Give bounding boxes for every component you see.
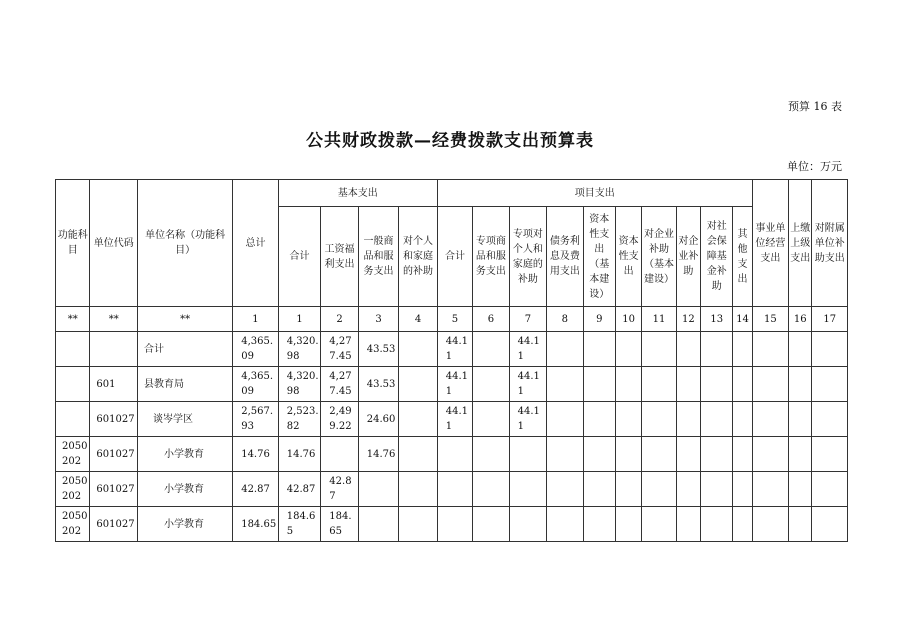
header-social-security: 对社会保障基金补助 (701, 207, 733, 307)
cell-empty (615, 507, 641, 542)
cell-func: 2050202 (56, 437, 90, 472)
index-cell: 5 (437, 307, 472, 332)
header-unit-name: 单位名称（功能科目） (138, 180, 233, 307)
cell-empty (789, 507, 812, 542)
cell-proj_total: 44.11 (437, 402, 472, 437)
cell-func: 2050202 (56, 507, 90, 542)
cell-empty (701, 437, 733, 472)
cell-empty (547, 402, 583, 437)
index-cell: 9 (583, 307, 615, 332)
cell-empty (399, 367, 437, 402)
cell-total: 4,365.09 (233, 367, 279, 402)
index-cell: 16 (789, 307, 812, 332)
unit-label: 单位：万元 (787, 160, 842, 173)
cell-empty (642, 437, 676, 472)
index-cell: 12 (676, 307, 700, 332)
cell-empty (547, 367, 583, 402)
cell-basic_total: 2,523.82 (278, 402, 321, 437)
cell-code: 601 (90, 367, 138, 402)
header-upper: 上缴上级支出 (789, 180, 812, 307)
cell-special_personal: 44.11 (509, 367, 546, 402)
cell-special_personal: 44.11 (509, 402, 546, 437)
index-cell: 2 (321, 307, 358, 332)
cell-wages: 4,277.45 (321, 367, 358, 402)
header-basic-total: 合计 (278, 207, 321, 307)
cell-empty (676, 507, 700, 542)
cell-empty (789, 332, 812, 367)
page-label: 预算 16 表 (788, 100, 842, 113)
cell-empty (812, 402, 848, 437)
cell-empty (615, 332, 641, 367)
cell-func (56, 402, 90, 437)
cell-goods: 14.76 (358, 437, 399, 472)
header-func-code: 功能科目 (56, 180, 90, 307)
cell-name: 县教育局 (138, 367, 233, 402)
cell-goods (358, 507, 399, 542)
header-enterprise-construction: 对企业补助（基本建设） (642, 207, 676, 307)
cell-empty (642, 472, 676, 507)
index-cell: 10 (615, 307, 641, 332)
header-wages: 工资福利支出 (321, 207, 358, 307)
cell-empty (473, 367, 509, 402)
cell-empty (701, 367, 733, 402)
cell-total: 42.87 (233, 472, 279, 507)
cell-empty (701, 507, 733, 542)
cell-wages: 184.65 (321, 507, 358, 542)
cell-proj_total (437, 437, 472, 472)
header-basic: 基本支出 (278, 180, 437, 207)
table-row (56, 402, 848, 437)
cell-empty (676, 367, 700, 402)
cell-basic_total: 184.65 (278, 507, 321, 542)
cell-goods: 24.60 (358, 402, 399, 437)
cell-empty (399, 507, 437, 542)
header-project: 项目支出 (437, 180, 752, 207)
cell-proj_total (437, 507, 472, 542)
header-business: 事业单位经营支出 (752, 180, 788, 307)
cell-code: 601027 (90, 472, 138, 507)
header-subordinate: 对附属单位补助支出 (812, 180, 848, 307)
cell-special_personal (509, 507, 546, 542)
cell-empty (676, 402, 700, 437)
cell-empty (789, 472, 812, 507)
cell-empty (583, 402, 615, 437)
header-personal: 对个人和家庭的补助 (399, 207, 437, 307)
cell-basic_total: 42.87 (278, 472, 321, 507)
cell-empty (583, 367, 615, 402)
cell-proj_total: 44.11 (437, 332, 472, 367)
cell-empty (615, 402, 641, 437)
index-cell: 7 (509, 307, 546, 332)
cell-empty (473, 437, 509, 472)
cell-total: 2,567.93 (233, 402, 279, 437)
table-row (56, 507, 848, 542)
cell-empty (789, 367, 812, 402)
cell-func (56, 367, 90, 402)
cell-proj_total: 44.11 (437, 367, 472, 402)
cell-wages: 42.87 (321, 472, 358, 507)
cell-empty (812, 472, 848, 507)
cell-empty (547, 437, 583, 472)
cell-empty (676, 472, 700, 507)
cell-empty (615, 367, 641, 402)
cell-empty (701, 472, 733, 507)
table-row (56, 472, 848, 507)
index-row (56, 307, 848, 332)
cell-total: 184.65 (233, 507, 279, 542)
index-cell: 1 (233, 307, 279, 332)
header-total: 总计 (233, 180, 279, 307)
cell-empty (752, 367, 788, 402)
cell-empty (547, 472, 583, 507)
table-row (56, 437, 848, 472)
cell-func (56, 332, 90, 367)
cell-total: 4,365.09 (233, 332, 279, 367)
cell-code: 601027 (90, 437, 138, 472)
cell-empty (752, 332, 788, 367)
cell-name: 小学教育 (138, 507, 233, 542)
cell-empty (789, 402, 812, 437)
cell-basic_total: 4,320.98 (278, 332, 321, 367)
header-project-total: 合计 (437, 207, 472, 307)
cell-empty (676, 437, 700, 472)
cell-goods (358, 472, 399, 507)
table-row (56, 332, 848, 367)
cell-func: 2050202 (56, 472, 90, 507)
header-other: 其他支出 (733, 207, 752, 307)
cell-code: 601027 (90, 402, 138, 437)
index-cell: ** (90, 307, 138, 332)
cell-empty (733, 332, 752, 367)
cell-empty (733, 367, 752, 402)
header-capital: 资本性支出 (615, 207, 641, 307)
index-cell: 17 (812, 307, 848, 332)
cell-empty (399, 472, 437, 507)
cell-wages: 2,499.22 (321, 402, 358, 437)
header-capital-construction: 资本性支出（基本建设） (583, 207, 615, 307)
cell-empty (642, 332, 676, 367)
cell-empty (676, 332, 700, 367)
cell-code (90, 332, 138, 367)
index-cell: 6 (473, 307, 509, 332)
cell-empty (812, 332, 848, 367)
cell-empty (399, 437, 437, 472)
cell-empty (399, 402, 437, 437)
cell-empty (583, 332, 615, 367)
cell-name: 合计 (138, 332, 233, 367)
header-goods: 一般商品和服务支出 (358, 207, 399, 307)
cell-name: 小学教育 (138, 472, 233, 507)
cell-empty (615, 472, 641, 507)
index-cell: ** (138, 307, 233, 332)
cell-goods: 43.53 (358, 367, 399, 402)
cell-name: 小学教育 (138, 437, 233, 472)
cell-empty (642, 507, 676, 542)
cell-wages (321, 437, 358, 472)
cell-wages: 4,277.45 (321, 332, 358, 367)
cell-empty (789, 437, 812, 472)
cell-empty (615, 437, 641, 472)
cell-basic_total: 14.76 (278, 437, 321, 472)
index-cell: 13 (701, 307, 733, 332)
index-cell: 14 (733, 307, 752, 332)
cell-empty (812, 437, 848, 472)
budget-table (55, 179, 848, 542)
cell-special_personal: 44.11 (509, 332, 546, 367)
cell-code: 601027 (90, 507, 138, 542)
cell-empty (642, 367, 676, 402)
cell-empty (752, 402, 788, 437)
cell-empty (547, 507, 583, 542)
cell-empty (473, 332, 509, 367)
index-cell: 1 (278, 307, 321, 332)
cell-empty (733, 402, 752, 437)
cell-empty (701, 402, 733, 437)
cell-empty (752, 507, 788, 542)
header-debt: 债务利息及费用支出 (547, 207, 583, 307)
cell-empty (473, 472, 509, 507)
cell-proj_total (437, 472, 472, 507)
cell-empty (642, 402, 676, 437)
cell-empty (583, 437, 615, 472)
cell-special_personal (509, 437, 546, 472)
index-cell: 8 (547, 307, 583, 332)
cell-empty (473, 402, 509, 437)
header-special-personal: 专项对个人和家庭的补助 (509, 207, 546, 307)
table-row (56, 367, 848, 402)
header-unit-code: 单位代码 (90, 180, 138, 307)
cell-empty (473, 507, 509, 542)
cell-empty (399, 332, 437, 367)
header-enterprise: 对企业补助 (676, 207, 700, 307)
cell-goods: 43.53 (358, 332, 399, 367)
index-cell: 4 (399, 307, 437, 332)
cell-empty (701, 332, 733, 367)
index-cell: 3 (358, 307, 399, 332)
cell-empty (812, 367, 848, 402)
cell-empty (733, 507, 752, 542)
index-cell: 11 (642, 307, 676, 332)
cell-basic_total: 4,320.98 (278, 367, 321, 402)
cell-empty (547, 332, 583, 367)
cell-total: 14.76 (233, 437, 279, 472)
header-special-goods: 专项商品和服务支出 (473, 207, 509, 307)
index-cell: 15 (752, 307, 788, 332)
cell-empty (752, 472, 788, 507)
cell-empty (583, 472, 615, 507)
cell-empty (583, 507, 615, 542)
cell-empty (812, 507, 848, 542)
cell-empty (733, 472, 752, 507)
index-cell: ** (56, 307, 90, 332)
cell-name: 谈岑学区 (138, 402, 233, 437)
cell-empty (752, 437, 788, 472)
cell-special_personal (509, 472, 546, 507)
page-title: 公共财政拨款—经费拨款支出预算表 (306, 131, 594, 151)
cell-empty (733, 437, 752, 472)
